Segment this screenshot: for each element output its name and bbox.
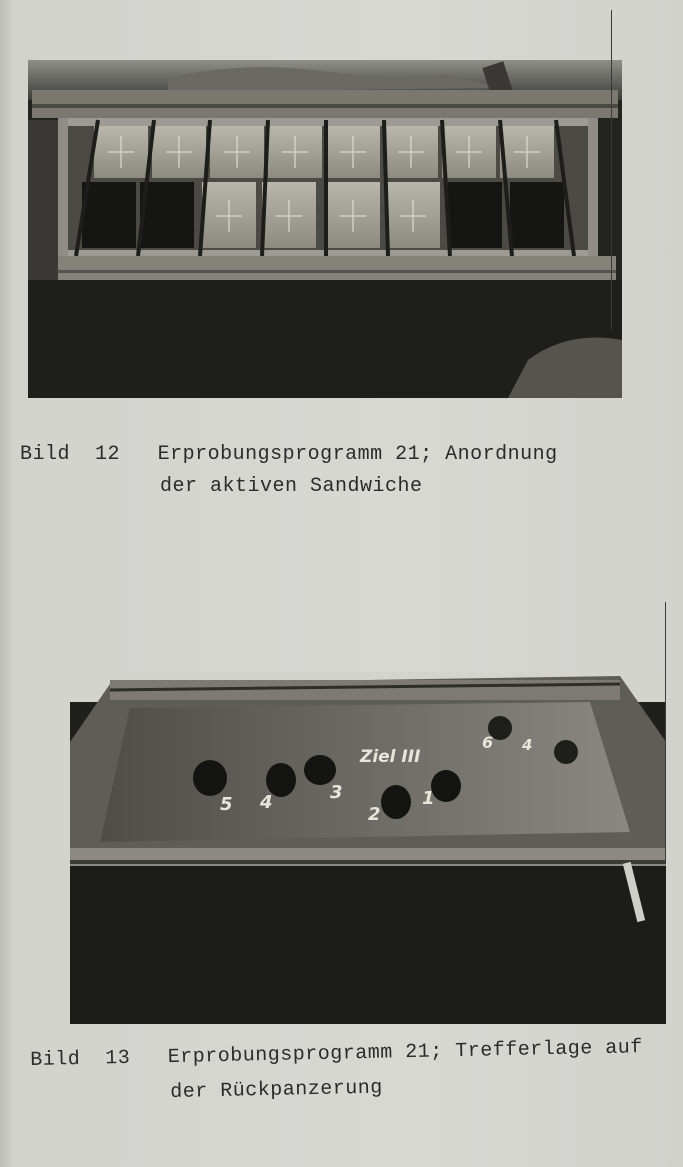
marking-6: 6: [482, 733, 494, 752]
figure-12-label: Bild: [20, 443, 71, 466]
marking-4-right: 4: [522, 736, 533, 754]
figure-13-label: Bild: [30, 1047, 81, 1072]
figure-13-caption-line2-block: [170, 1074, 383, 1108]
figure-13-caption-line2: der Rückpanzerung: [170, 1076, 384, 1104]
figure-12-photo: [28, 60, 622, 398]
marking-4: 4: [260, 792, 273, 813]
figure-13-photo: [70, 672, 666, 1024]
marking-target: Ziel III: [360, 747, 421, 767]
figure-12-number: 12: [95, 443, 121, 466]
marking-3: 3: [330, 782, 343, 803]
figure-12-caption: [20, 440, 558, 470]
back-armor-hits-image: [70, 672, 666, 1024]
figure-13-caption-line1: Erprobungsprogramm 21; Trefferlage auf: [167, 1036, 644, 1070]
figure-13-number: 13: [105, 1046, 131, 1071]
marking-5: 5: [220, 794, 233, 815]
marking-2: 2: [368, 804, 381, 825]
sandwich-arrangement-image: [28, 60, 622, 398]
figure-12-caption-line1: Erprobungsprogramm 21; Anordnung: [157, 443, 558, 466]
marking-1: 1: [422, 788, 435, 809]
photo-12-edge-line: [611, 10, 612, 330]
photo-13-edge-line: [665, 602, 666, 862]
figure-12-caption-line2-block: [160, 472, 423, 502]
figure-12-caption-line2: der aktiven Sandwiche: [160, 475, 423, 498]
figure-13-caption: [30, 1033, 643, 1076]
